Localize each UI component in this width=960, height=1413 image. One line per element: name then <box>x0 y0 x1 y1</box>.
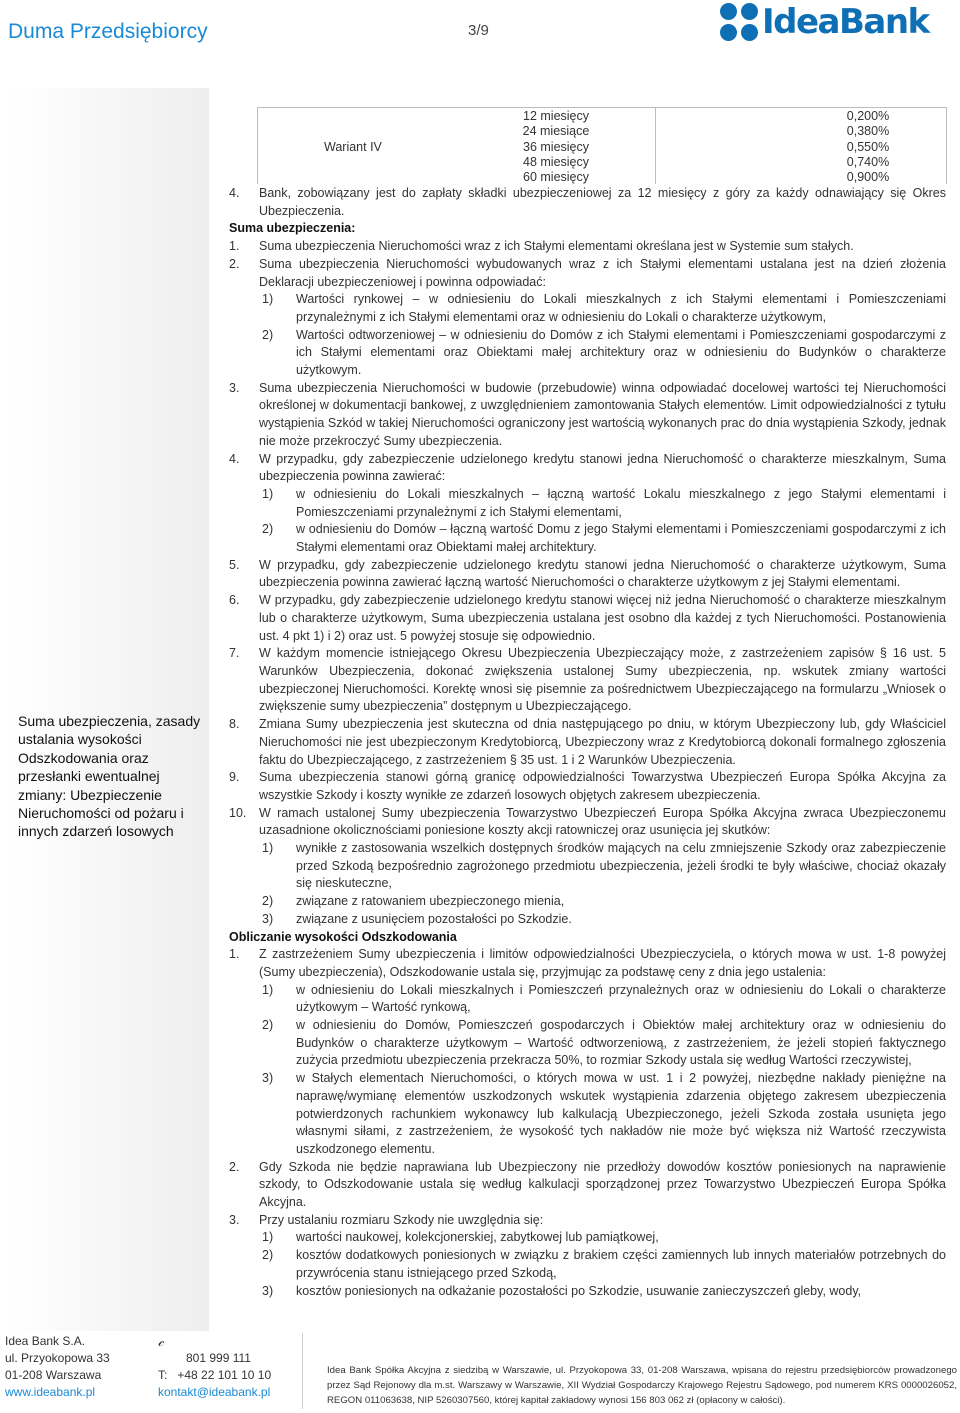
sub-item-text: w odniesieniu do Domów – łączną wartość Domu z jego Stałymi elementami i Pomieszczeniami gospodarczymi z ich Stałymi elementami oraz Obiektami małej architektury. <box>296 522 946 555</box>
city: 01-208 Warszawa <box>5 1368 102 1382</box>
section-heading-odszkodowanie: Obliczanie wysokości Odszkodowania <box>229 929 457 944</box>
hotline: 801 999 111 <box>186 1351 251 1365</box>
sub-item <box>229 893 946 911</box>
sub-item-number: 2) <box>262 894 274 909</box>
page-title: Duma Przedsiębiorcy <box>8 20 208 43</box>
sub-item-number: 3) <box>262 1283 274 1298</box>
paragraph <box>229 716 946 769</box>
paragraph <box>229 238 946 256</box>
rate-cell: 0,740% <box>846 154 890 169</box>
paragraph-text: W przypadku, gdy zabezpieczenie udzielonego kredytu stanowi jedna Nieruchomość o charakterze użytkowym, Suma ubezpieczenia powinna zawierać łączną wartość Nieruchomości o charakterze użytkowym z jej Stałymi elementami. <box>259 557 946 590</box>
rate-cell: 0,900% <box>846 170 890 185</box>
paragraph-number: 2. <box>229 1159 240 1174</box>
variant-label: Wariant IV <box>324 140 382 154</box>
paragraph-number: 8. <box>229 717 240 732</box>
paragraph-number: 7. <box>229 646 240 661</box>
paragraph <box>229 1212 946 1230</box>
sub-item-text: w odniesieniu do Lokali mieszkalnych – łączną wartość Lokalu mieszkalnego z jego Stałymi elementami i Pomieszczeniami przynależnymi z ich Stałymi elementami, <box>296 486 946 519</box>
section-heading-suma: Suma ubezpieczenia: <box>229 221 356 236</box>
sub-item-number: 1) <box>262 292 274 307</box>
sub-item <box>229 521 946 556</box>
paragraph-number: 3. <box>229 1212 240 1227</box>
rate-cell: 0,380% <box>846 124 890 139</box>
sub-item <box>229 911 946 929</box>
sub-item-number: 2) <box>262 522 274 537</box>
paragraph-number: 3. <box>229 380 240 395</box>
sidebar <box>8 88 209 1331</box>
tel-line <box>158 1367 271 1384</box>
rate-cell: 0,200% <box>846 109 890 123</box>
paragraph <box>229 592 946 645</box>
period-cell: 60 miesięcy <box>523 170 589 185</box>
footer <box>0 1333 960 1413</box>
paragraph-text: Suma ubezpieczenia Nieruchomości wraz z ich Stałymi elementami określana jest w Systemie sum stałych. <box>259 239 854 254</box>
paragraph-text: Suma ubezpieczenia Nieruchomości wybudowanych wraz z ich Stałymi elementami ustalana jest na dzień złożenia Deklaracji ubezpieczeniowej i powinna odpowiadać: <box>259 256 946 289</box>
rate-table <box>257 107 947 184</box>
sub-item <box>229 1229 946 1247</box>
paragraph-number: 5. <box>229 557 240 572</box>
logo-dots-icon <box>720 3 758 41</box>
sub-item-number: 1) <box>262 841 274 856</box>
paragraph <box>229 805 946 840</box>
sub-item-number: 2) <box>262 1248 274 1263</box>
paragraph-text: Przy ustalaniu rozmiaru Szkody nie uwzględnia się: <box>259 1212 544 1227</box>
paragraph-text: Zmiana Sumy ubezpieczenia jest skuteczna od dnia następującego po dniu, w którym Ubezpieczony lub, gdy Właściciel Nieruchomości nie jest ubezpieczonym Kredytobiorcą, Ubezpieczony wraz z Kredytobiorcą dokonali formalnego zgłoszenia faktu do Ubezpieczającego, z zastrzeżeniem § 35 ust. 1 i 2 Warunków Ubezpieczenia. <box>259 717 946 767</box>
sub-item-text: kosztów dodatkowych poniesionych w związku z brakiem części zamiennych lub innych materiałów potrzebnych do przywrócenia stanu istniejącego przed Szkodą, <box>296 1248 946 1280</box>
sub-item-number: 2) <box>262 327 274 342</box>
odszkodowanie-list <box>229 946 946 1300</box>
paragraph-text: Suma ubezpieczenia Nieruchomości w budowie (przebudowie) winna odpowiadać docelowej wartości tej Nieruchomości określonej w dokumentacji bankowej, z uwzględnieniem zamontowania Stałych elementów. Limit odpowiedzialności z tytułu wystąpienia Szkód w takiej Nieruchomości ograniczony jest wartością wykonanych prac do dnia wystąpienia Szkody, jednak nie może przekroczyć Sumy ubezpieczenia. <box>259 380 946 448</box>
sub-item-text: w odniesieniu do Lokali mieszkalnych i Pomieszczeń przynależnych oraz w odniesieniu do Lokali o charakterze użytkowym – Wartość rynkową, <box>296 982 946 1015</box>
paragraph-text: W przypadku, gdy zabezpieczenie udzielonego kredytu stanowi więcej niż jedna Nieruchomość o charakterze mieszkalnym lub o charakterze użytkowym, Suma ubezpieczenia ustalana jest osobno dla każdej z tych Nieruchomości. Postanowienia ust. 4 pkt 1) i 2) oraz ust. 5 powyżej stosuje się odpowiednio. <box>259 593 946 643</box>
paragraph-number: 1. <box>229 239 240 254</box>
period-cell: 12 miesięcy <box>523 109 589 123</box>
period-cell: 36 miesięcy <box>523 139 589 154</box>
email-link[interactable]: kontakt@ideabank.pl <box>158 1385 271 1399</box>
paragraph <box>229 185 946 220</box>
paragraph <box>229 1159 946 1212</box>
phone-icon: 𝒸 <box>158 1333 164 1349</box>
sub-item-text: związane z usunięciem pozostałości po Szkodzie. <box>296 911 572 926</box>
footer-contact <box>158 1333 271 1401</box>
sub-item-number: 3) <box>262 1071 274 1086</box>
sub-item-text: wynikłe z zastosowania wszelkich dostępnych środków mających na celu zmniejszenie Szkody oraz zabezpieczenie przed Szkodą bezpośrednio zagrożonego przedmiotu ubezpieczenia, jeżeli środki te były właściwe, chociaż okazały się nieskuteczne, <box>296 841 946 891</box>
tel-label: T: <box>158 1368 168 1382</box>
section-summary: Suma ubezpieczenia, zasady ustalania wysokości Odszkodowania oraz przesłanki ewentualnej zmiany: Ubezpieczenie Nieruchomości od pożaru i innych zdarzeń losowych <box>18 713 201 840</box>
rate-cell: 0,550% <box>846 139 890 154</box>
legal-notice: Idea Bank Spółka Akcyjna z siedzibą w Warszawie, ul. Przyokopowa 33, 01-208 Warszawa, wpisana do rejestru przedsiębiorców prowadzonego przez Sąd Rejonowy dla m.st. Warszawy w Warszawie, XII Wydział Gospodarczy Krajowego Rejestru Sądowego, pod numerem KRS 0000026052, REGON 011063638, NIP 5260307560, której kapitał zakładowy wynosi 156 803 062 zł (opłacony w całości). <box>327 1365 957 1406</box>
sub-item-text: kosztów poniesionych na odkażanie pozostałości po Szkodzie, usuwanie zanieczyszczeń gleby, wody, <box>296 1283 862 1298</box>
website-link[interactable]: www.ideabank.pl <box>5 1385 96 1399</box>
sub-item <box>229 1247 946 1282</box>
paragraph <box>229 380 946 451</box>
sub-item-text: Wartości rynkowej – w odniesieniu do Lokali mieszkalnych z ich Stałymi elementami i Pomieszczeniami przynależnymi z ich Stałymi elementami oraz w odniesieniu do Lokali o charakterze użytkowym, <box>296 292 946 324</box>
paragraph <box>229 645 946 716</box>
sub-item-number: 3) <box>262 911 274 926</box>
paragraph-number: 10. <box>229 805 247 820</box>
footer-address <box>5 1333 110 1401</box>
paragraph-text: Bank, zobowiązany jest do zapłaty składki ubezpieczeniowej za 12 miesięcy z góry za każdy odnawiający się Okres Ubezpieczenia. <box>259 186 946 218</box>
sub-item <box>229 1070 946 1159</box>
sub-item <box>229 1283 946 1301</box>
sub-item-text: w Stałych elementach Nieruchomości, o których mowa w ust. 1 i 2 powyżej, niezbędne nakłady pieniężne na naprawę/wymianę elementów uszkodzonych wskutek wystąpienia zdarzenia objętego zakresem ubezpieczenia potwierdzonych rachunkiem wykonawcy lub kalkulacją Ubezpieczonego, jeżeli Szkoda została usunięta jego własnymi siłami, z zastrzeżeniem, że wysokość tych nakładów nie może być większa niż Wartość rzeczywista uszkodzonego elementu. <box>296 1071 946 1156</box>
period-cell: 24 miesiące <box>522 124 590 139</box>
paragraph <box>229 557 946 592</box>
sub-item-text: w odniesieniu do Domów, Pomieszczeń gospodarczych i Obiektów małej architektury oraz w odniesieniu do Budynków o charakterze użytkowym – Wartość odtworzeniową, z zastrzeżeniem, że jeżeli stopień faktycznego zużycia przedmiotu ubezpieczenia przekracza 50%, to rozmiar Szkody ustala się według Wartości rzeczywistej, <box>296 1018 946 1068</box>
table-divider <box>655 108 656 184</box>
paragraph <box>229 256 946 291</box>
suma-list <box>229 238 946 928</box>
paragraph-number: 1. <box>229 947 240 962</box>
sub-item <box>229 291 946 326</box>
sub-item-number: 2) <box>262 1018 274 1033</box>
period-cell: 48 miesięcy <box>523 154 589 169</box>
sub-item-text: Wartości odtworzeniowej – w odniesieniu do Domów z ich Stałymi elementami i Pomieszczeniami gospodarczymi z ich Stałymi elementami oraz Obiektami małej architektury oraz w odniesieniu do Budynków o charakterze użytkowym. <box>296 327 946 378</box>
paragraph-text: Suma ubezpieczenia stanowi górną granicę odpowiedzialności Towarzystwa Ubezpieczeń Europa Spółka Akcyjna za wszystkie Szkody i koszty wynikłe ze zdarzeń losowych objętych zakresem ubezpieczenia. <box>259 770 946 802</box>
paragraph-text: W przypadku, gdy zabezpieczenie udzielonego kredytu stanowi jedna Nieruchomość o charakterze mieszkalnym, Suma ubezpieczenia powinna zawierać: <box>259 451 946 484</box>
sub-item-number: 1) <box>262 1230 274 1245</box>
footer-divider <box>302 1333 303 1409</box>
paragraph <box>229 451 946 486</box>
sub-item <box>229 327 946 380</box>
page-number: 3/9 <box>468 22 489 39</box>
sub-item <box>229 1017 946 1070</box>
logo-text: IdeaBank <box>762 2 929 42</box>
paragraph-text: W ramach ustalonej Sumy ubezpieczenia Towarzystwo Ubezpieczeń Europa Spółka Akcyjna zwraca Ubezpieczonemu uzasadnione okolicznościami poniesione koszty akcji ratowniczej oraz usunięcia jej skutków: <box>259 805 946 838</box>
sub-item <box>229 982 946 1017</box>
paragraph <box>229 769 946 804</box>
street: ul. Przyokopowa 33 <box>5 1351 110 1365</box>
rate-column <box>838 109 898 185</box>
paragraph-text: W każdym momencie istniejącego Okresu Ubezpieczenia Ubezpieczający może, z zastrzeżeniem zapisów § 16 ust. 5 Warunków Ubezpieczenia, dokonać zwiększenia ustalonej Sumy ubezpieczenia, np. wskutek zmiany wartości ubezpieczonej Nieruchomości. Korektę wnosi się pisemnie za pośrednictwem Ubezpieczającego na formularzu „Wniosek o zwiększenie sumy ubezpieczenia” dostępnym u Ubezpieczającego. <box>259 646 946 714</box>
paragraph-number: 6. <box>229 593 240 608</box>
sub-item-number: 1) <box>262 486 274 501</box>
paragraph-number: 4. <box>229 451 240 466</box>
paragraph-number: 9. <box>229 770 240 785</box>
period-column <box>518 109 594 185</box>
paragraph-number: 2. <box>229 256 240 271</box>
phone-line <box>158 1333 271 1350</box>
body-text <box>229 185 946 1300</box>
sub-item <box>229 486 946 521</box>
idea-bank-logo <box>720 2 929 42</box>
paragraph-text: Gdy Szkoda nie będzie naprawiana lub Ubezpieczony nie przedłoży dowodów kosztów poniesionych na naprawienie szkody, to Odszkodowanie ustala się według kalkulacji sporządzonej przez Towarzystwo Ubezpieczeń Europa Spółka Akcyjna. <box>259 1159 946 1210</box>
company-name: Idea Bank S.A. <box>5 1334 86 1348</box>
tel-number: +48 22 101 10 10 <box>177 1368 272 1382</box>
sub-item-text: wartości naukowej, kolekcjonerskiej, zabytkowej lub pamiątkowej, <box>296 1230 659 1245</box>
paragraph-text: Z zastrzeżeniem Sumy ubezpieczenia i limitów odpowiedzialności Ubezpieczyciela, o których mowa w ust. 1-8 powyżej (Sumy ubezpieczenia), Odszkodowanie ustala się, przyjmując za podstawę ceny z dnia jego ustalenia: <box>259 947 946 979</box>
sub-item <box>229 840 946 893</box>
paragraph-number: 4. <box>229 186 240 200</box>
paragraph <box>229 946 946 981</box>
sub-item-text: związane z ratowaniem ubezpieczonego mienia, <box>296 894 565 909</box>
sub-item-number: 1) <box>262 982 274 997</box>
